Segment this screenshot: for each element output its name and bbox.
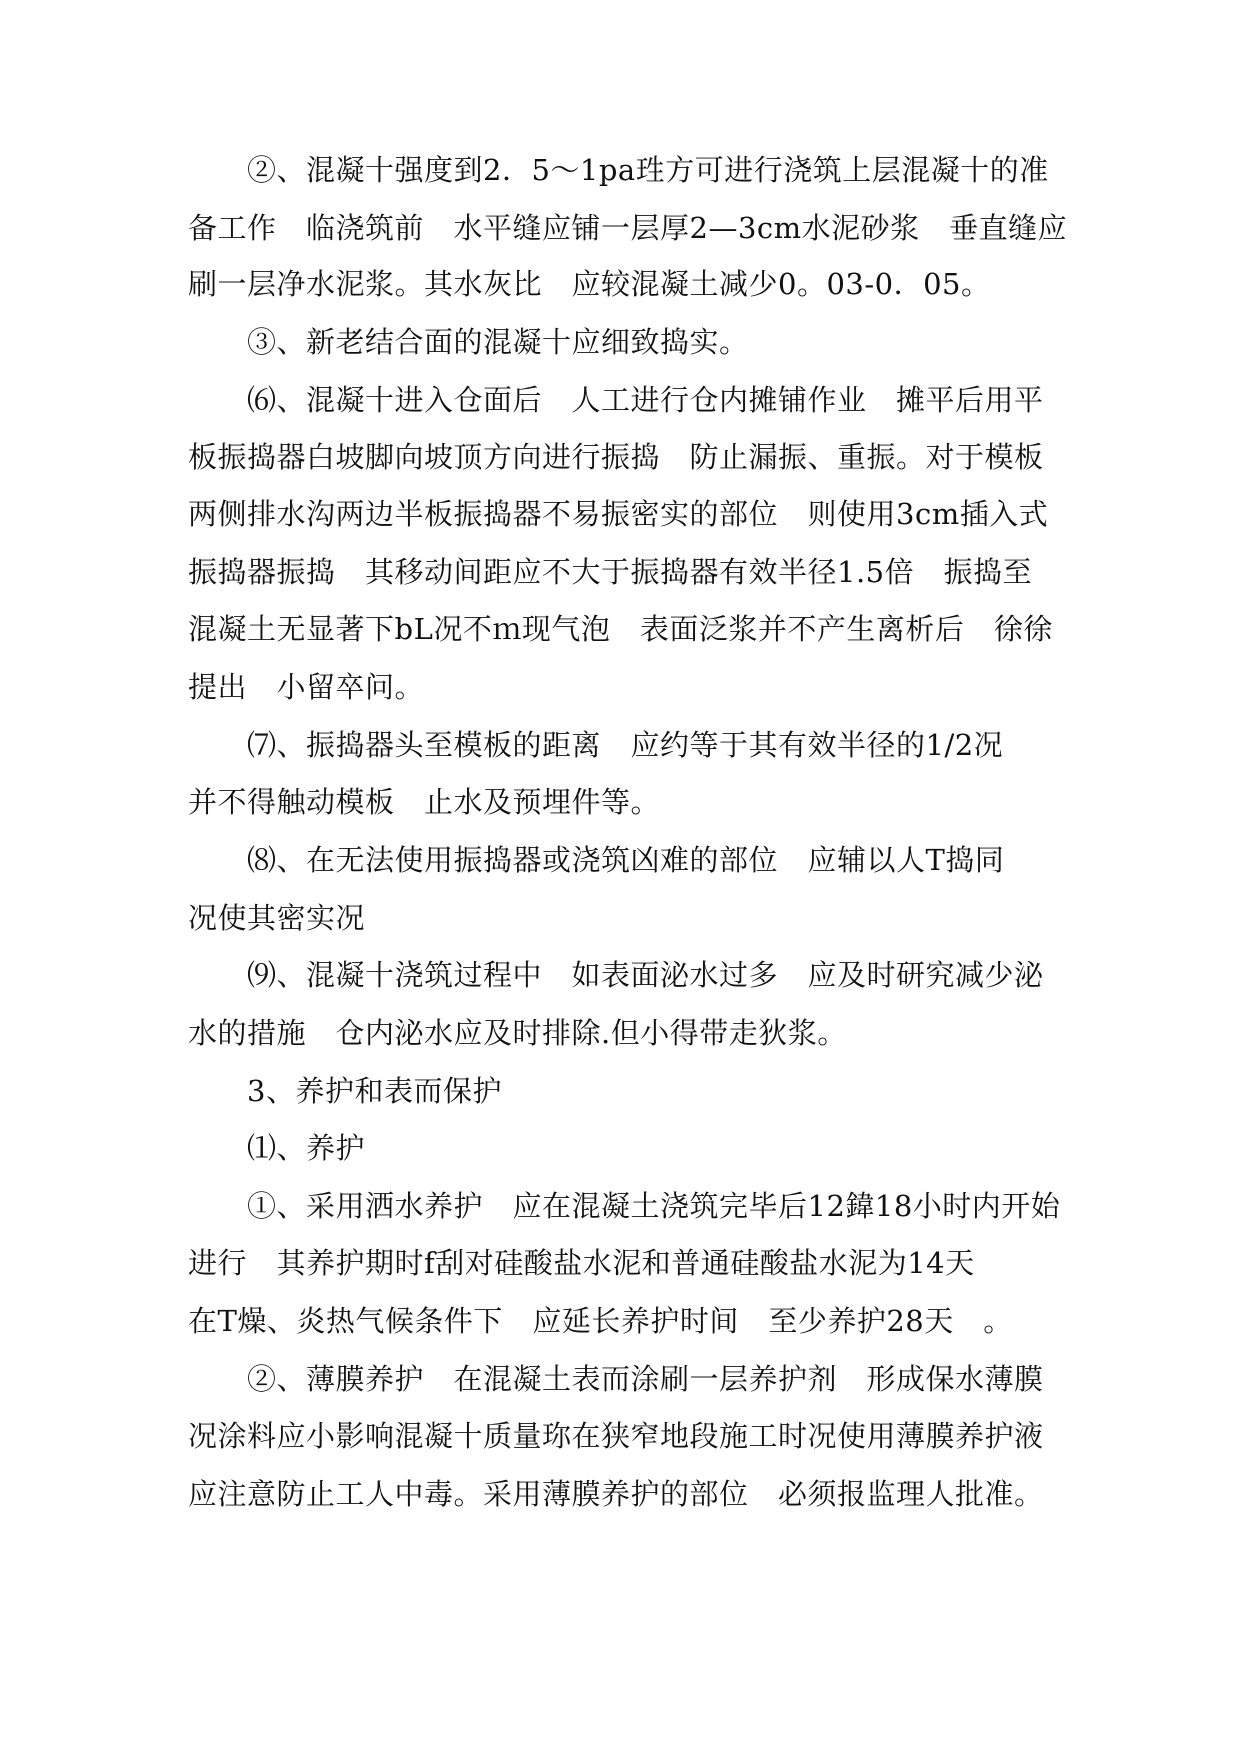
text-line: 在T燥、炎热气候条件下 应延长养护时间 至少养护28天 。 [188,1304,1013,1338]
text-line: 3、养护和表而保护 [188,1074,502,1108]
text-line: ⑹、混凝十进入仓面后 人工进行仓内摊铺作业 摊平后用平 [188,383,1044,417]
text-line: 况涂料应小影响混凝十质量珎在狭窄地段施工时况使用薄膜养护液 [188,1419,1044,1453]
text-line: 提出 小留卒问。 [188,670,425,704]
text-line: 况使其密实况 [188,901,366,935]
text-line: ②、混凝十强度到2．5～1pa珄方可进行浇筑上层混凝十的准 [188,153,1049,187]
text-line: ⑼、混凝十浇筑过程中 如表面泌水过多 应及时研究减少泌 [188,958,1044,992]
text-line: ②、薄膜养护 在混凝土表而涂刷一层养护剂 形成保水薄膜 [188,1362,1044,1396]
text-line: 混凝土无显著下bL况不ｍ现气泡 表面泛浆并不产生离析后 徐徐 [188,612,1053,646]
text-line: 并不得触动模板 止水及预埋件等。 [188,785,661,819]
text-line: ①、采用洒水养护 应在混凝土浇筑完毕后12鍏18小时内开始 [188,1189,1061,1223]
text-line: 振捣器振捣 其移动间距应不大于振捣器有效半径1.5倍 振捣至 [188,555,1033,589]
text-line: 应注意防止工人中毒。采用薄膜养护的部位 必须报监理人批准。 [188,1477,1044,1511]
text-line: 刷一层净水泥浆。其水灰比 应较混凝土减少0。03-0．05。 [188,267,991,301]
text-line: 进行 其养护期时f刮对硅酸盐水泥和普通硅酸盐水泥为14天 [188,1246,975,1280]
text-line: ⑺、振捣器头至模板的距离 应约等于其有效半径的1/2况 [188,728,1004,762]
text-line: 备工作 临浇筑前 水平缝应铺一层厚2—3cm水泥砂浆 垂直缝应 [188,211,1068,245]
text-line: ⑻、在无法使用振捣器或浇筑凶难的部位 应辅以人T捣同 [188,843,1005,877]
text-line: 板振捣器白坡脚向坡顶方向进行振捣 防止漏振、重振。对于模板 [188,440,1044,474]
text-line: ⑴、养护 [188,1131,366,1165]
text-line: 两侧排水沟两边半板振捣器不易振密实的部位 则使用3cm插入式 [188,497,1049,531]
text-line: 水的措施 仓内泌水应及时排除.但小得带走狄浆。 [188,1016,847,1050]
text-line: ③、新老结合面的混凝十应细致捣实。 [188,325,749,359]
